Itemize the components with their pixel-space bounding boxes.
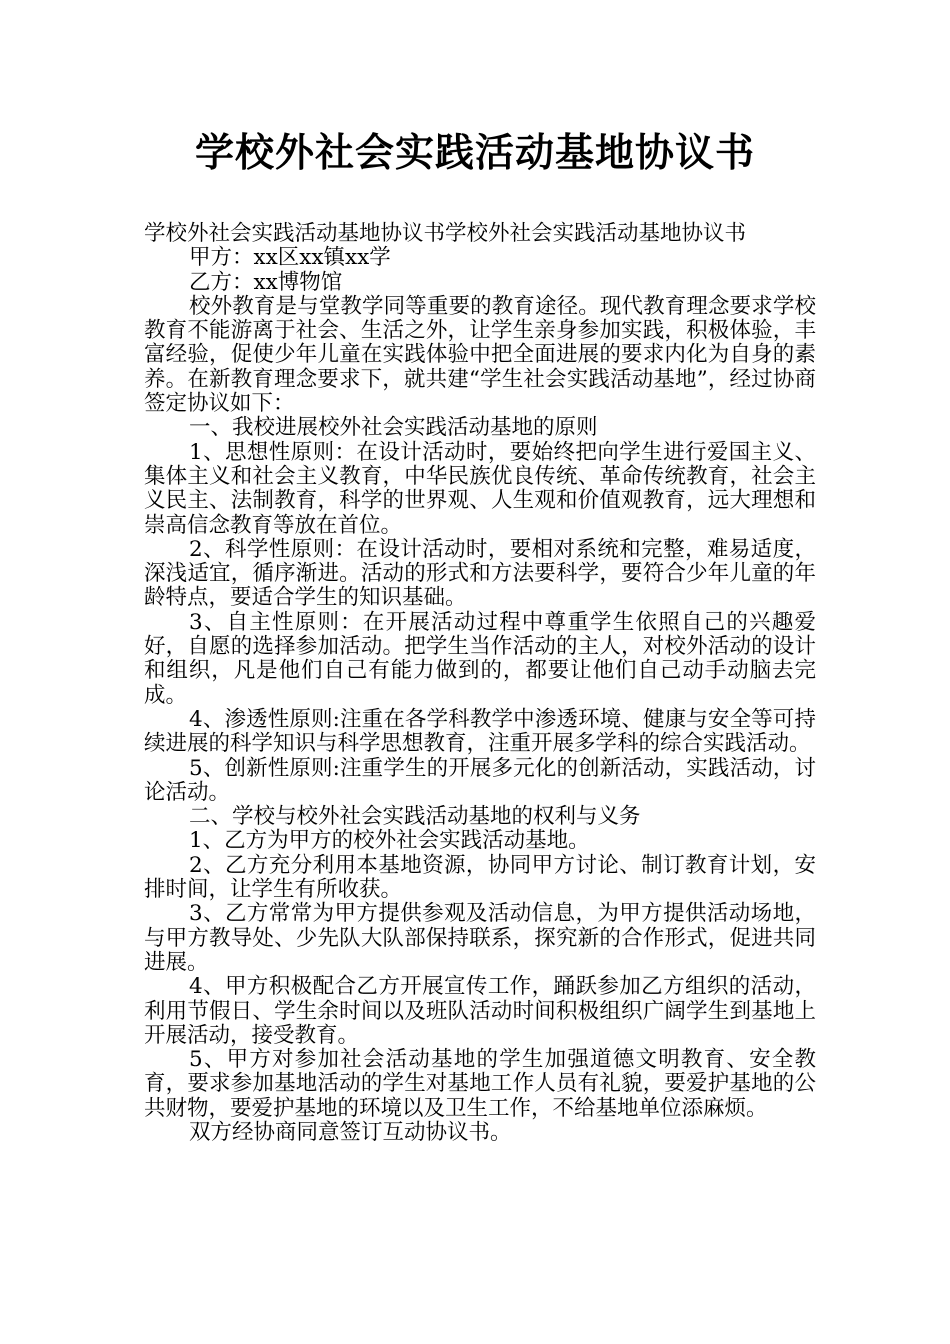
paragraph: 甲方：xx区xx镇xx学 bbox=[189, 245, 391, 271]
paragraph: 4、甲方积极配合乙方开展宣传工作，踊跃参加乙方组织的活动，利用节假日、学生余时间以及班队活动时间积极组织广阔学生到基地上开展活动，接受教育。 bbox=[144, 974, 816, 1048]
paragraph: 5、甲方对参加社会活动基地的学生加强道德文明教育、安全教育，要求参加基地活动的学生对基地工作人员有礼貌，要爱护基地的公共财物，要爱护基地的环境以及卫生工作，不给基地单位添麻烦。 bbox=[144, 1047, 816, 1121]
paragraph: 3、乙方常常为甲方提供参观及活动信息，为甲方提供活动场地，与甲方教导处、少先队大队部保持联系，探究新的合作形式，促进共同进展。 bbox=[144, 901, 816, 975]
paragraph: 双方经协商同意签订互动协议书。 bbox=[189, 1119, 512, 1145]
paragraph: 一、我校进展校外社会实践活动基地的原则 bbox=[189, 415, 598, 441]
paragraph: 5、创新性原则:注重学生的开展多元化的创新活动，实践活动，讨论活动。 bbox=[144, 755, 816, 805]
paragraph: 2、乙方充分利用本基地资源，协同甲方讨论、制订教育计划，安排时间，让学生有所收获。 bbox=[144, 852, 816, 903]
paragraph: 学校外社会实践活动基地协议书学校外社会实践活动基地协议书 bbox=[144, 221, 747, 246]
paragraph: 校外教育是与堂教学同等重要的教育途径。现代教育理念要求学校教育不能游离于社会、生活之外，让学生亲身参加实践，积极体验，丰富经验，促使少年儿童在实践体验中把全面进展的要求内化为自身的素养。在新教育理念要求下，就共建“学生社会实践活动基地”，经过协商签定协议如下： bbox=[144, 293, 816, 417]
paragraph: 3、自主性原则：在开展活动过程中尊重学生依照自己的兴趣爱好，自愿的选择参加活动。把学生当作活动的主人，对校外活动的设计和组织，凡是他们自己有能力做到的，都要让他们自己动手动脑去完成。 bbox=[144, 609, 816, 708]
paragraph: 乙方：xx博物馆 bbox=[189, 269, 343, 295]
paragraph: 4、渗透性原则:注重在各学科教学中渗透环境、健康与安全等可持续进展的科学知识与科学思想教育，注重开展多学科的综合实践活动。 bbox=[144, 706, 816, 757]
document-body bbox=[144, 222, 816, 1145]
document-title: 学校外社会实践活动基地协议书 bbox=[194, 131, 755, 176]
paragraph: 1、思想性原则：在设计活动时，要始终把向学生进行爱国主义、集体主义和社会主义教育，中华民族优良传统、革命传统教育，社会主义民主、法制教育，科学的世界观、人生观和价值观教育，远大理想和崇高信念教育等放在首位。 bbox=[144, 439, 816, 538]
paragraph: 1、乙方为甲方的校外社会实践活动基地。 bbox=[189, 828, 590, 854]
paragraph: 二、学校与校外社会实践活动基地的权利与义务 bbox=[189, 804, 641, 830]
paragraph: 2、科学性原则：在设计活动时，要相对系统和完整，难易适度，深浅适宜，循序渐进。活动的形式和方法要科学，要符合少年儿童的年龄特点，要适合学生的知识基础。 bbox=[144, 536, 816, 611]
